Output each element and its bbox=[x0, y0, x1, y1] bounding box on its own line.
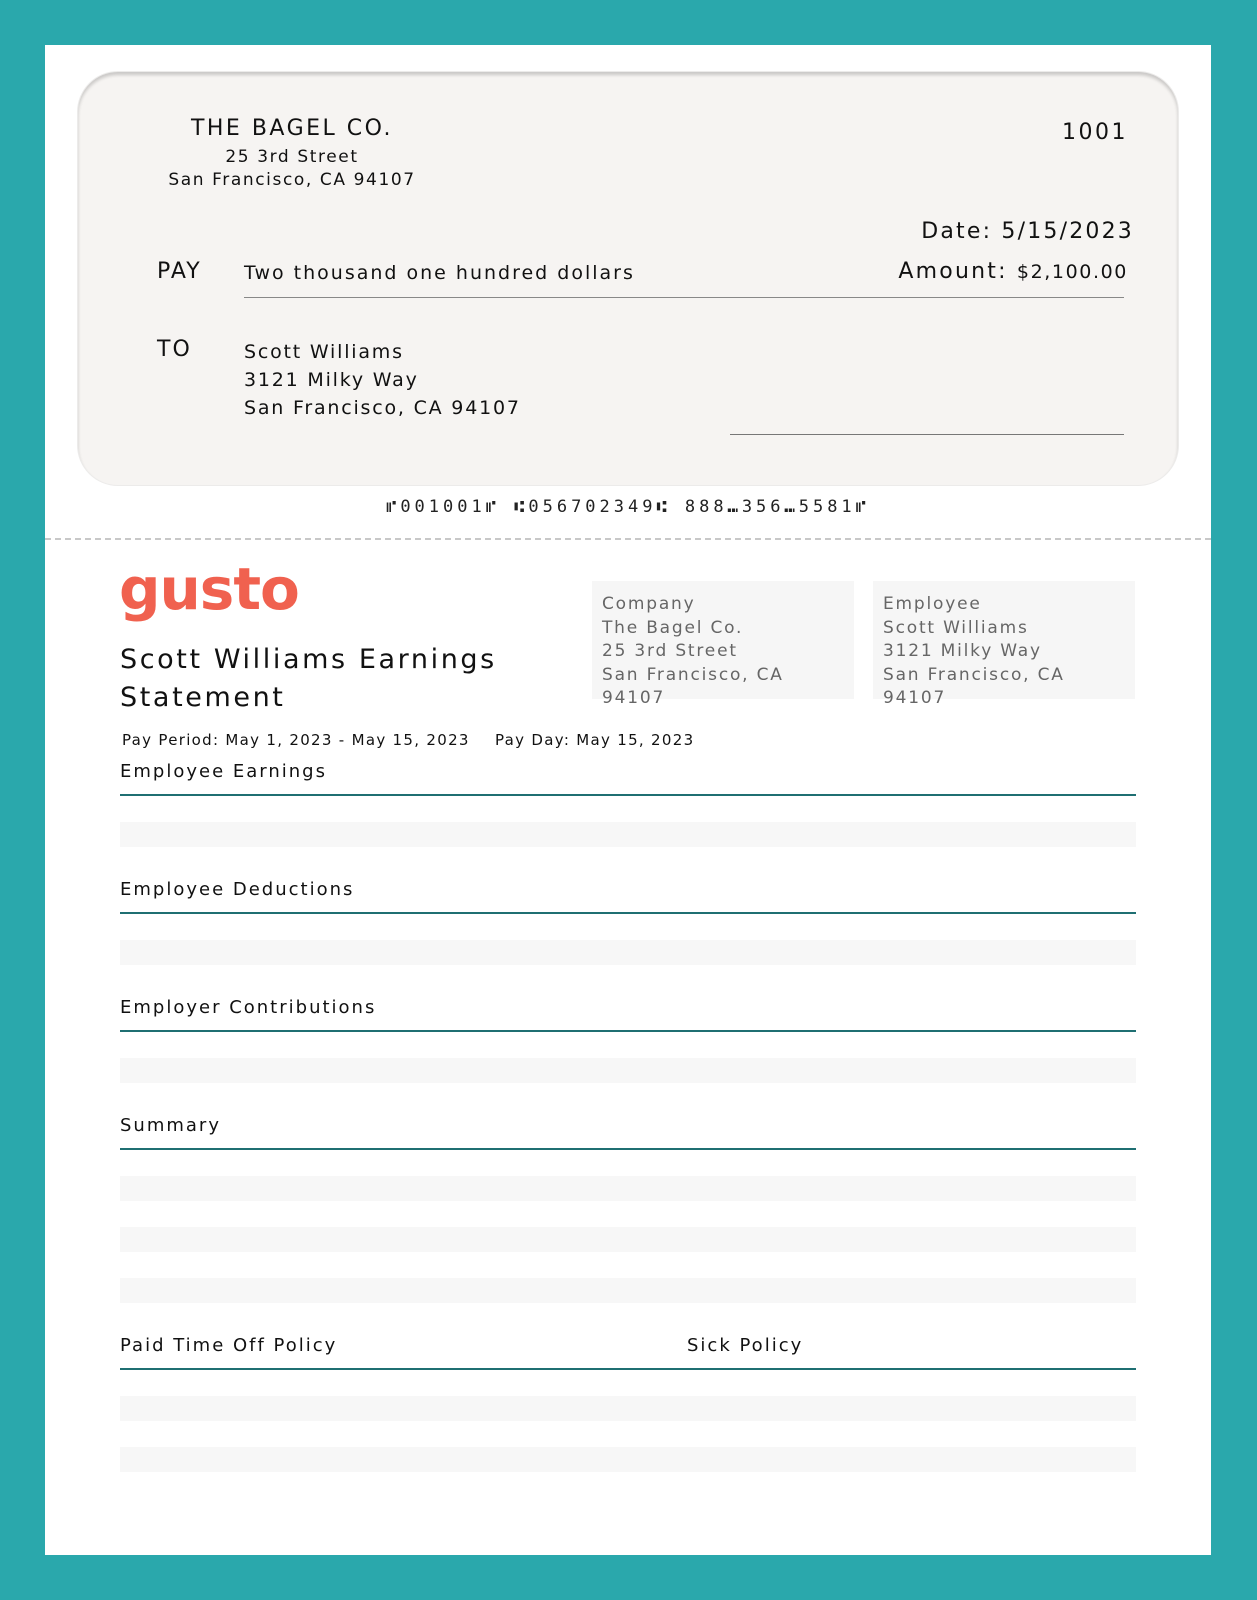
section-sick-policy: Sick Policy bbox=[687, 1335, 804, 1356]
check-number: 1001 bbox=[1062, 120, 1128, 145]
section-employee-earnings: Employee Earnings bbox=[120, 761, 327, 782]
payee-address-line2: San Francisco, CA 94107 bbox=[244, 397, 521, 419]
section-rule bbox=[120, 912, 1136, 914]
table-row-placeholder bbox=[120, 1396, 1136, 1421]
section-rule bbox=[120, 1368, 1136, 1370]
check-company-name: THE BAGEL CO. bbox=[190, 116, 394, 141]
gusto-logo: gusto bbox=[119, 555, 299, 623]
date-value: 5/15/2023 bbox=[1001, 219, 1134, 244]
to-label: TO bbox=[157, 337, 192, 362]
company-box-label: Company bbox=[602, 594, 696, 614]
company-info-box bbox=[592, 581, 854, 708]
employee-box-address-line2: San Francisco, CA 94107 bbox=[883, 664, 1065, 708]
paycheck bbox=[78, 72, 1178, 485]
statement-title: Scott Williams Earnings Statement bbox=[120, 644, 497, 713]
micr-line: ⑈001001⑈ ⑆056702349⑆ 888⑉356⑉5581⑈ bbox=[386, 497, 870, 517]
perforation-divider bbox=[45, 538, 1211, 540]
pay-line-divider bbox=[244, 297, 1124, 298]
amount-label: Amount: bbox=[898, 259, 1008, 284]
employee-box-name: Scott Williams bbox=[883, 617, 1029, 638]
employee-box-label: Employee bbox=[883, 594, 982, 614]
employee-info-box bbox=[873, 581, 1135, 708]
document-page bbox=[45, 45, 1211, 1555]
payee-address-line1: 3121 Milky Way bbox=[244, 369, 419, 391]
table-row-placeholder bbox=[120, 1058, 1136, 1083]
employee-box-address-line1: 3121 Milky Way bbox=[883, 641, 1042, 661]
company-box-address-line1: 25 3rd Street bbox=[602, 641, 738, 661]
section-employee-deductions: Employee Deductions bbox=[120, 879, 355, 900]
check-amount bbox=[898, 259, 1128, 284]
amount-in-words: Two thousand one hundred dollars bbox=[244, 262, 635, 284]
pay-day: Pay Day: May 15, 2023 bbox=[495, 731, 695, 749]
section-rule bbox=[120, 1030, 1136, 1032]
table-row-placeholder bbox=[120, 822, 1136, 847]
company-box-name: The Bagel Co. bbox=[602, 617, 744, 638]
section-rule bbox=[120, 1148, 1136, 1150]
table-row-placeholder bbox=[120, 940, 1136, 965]
pay-label: PAY bbox=[157, 259, 202, 284]
section-paid-time-off-policy: Paid Time Off Policy bbox=[120, 1335, 338, 1356]
check-company-address-line1: 25 3rd Street bbox=[225, 147, 359, 167]
table-row-placeholder bbox=[120, 1227, 1136, 1252]
company-box-address-line2: San Francisco, CA 94107 bbox=[602, 664, 784, 708]
section-employer-contributions: Employer Contributions bbox=[120, 997, 377, 1018]
payee-name: Scott Williams bbox=[244, 341, 404, 363]
table-row-placeholder bbox=[120, 1176, 1136, 1201]
pay-period: Pay Period: May 1, 2023 - May 15, 2023 bbox=[122, 731, 470, 749]
section-summary: Summary bbox=[120, 1115, 221, 1136]
signature-line bbox=[730, 434, 1124, 435]
date-label: Date: bbox=[921, 219, 993, 244]
table-row-placeholder bbox=[120, 1447, 1136, 1472]
section-rule bbox=[120, 794, 1136, 796]
amount-value: $2,100.00 bbox=[1016, 261, 1128, 283]
check-company-address-line2: San Francisco, CA 94107 bbox=[168, 170, 416, 190]
check-date bbox=[921, 219, 1134, 244]
payee-block bbox=[244, 338, 521, 422]
table-row-placeholder bbox=[120, 1278, 1136, 1303]
